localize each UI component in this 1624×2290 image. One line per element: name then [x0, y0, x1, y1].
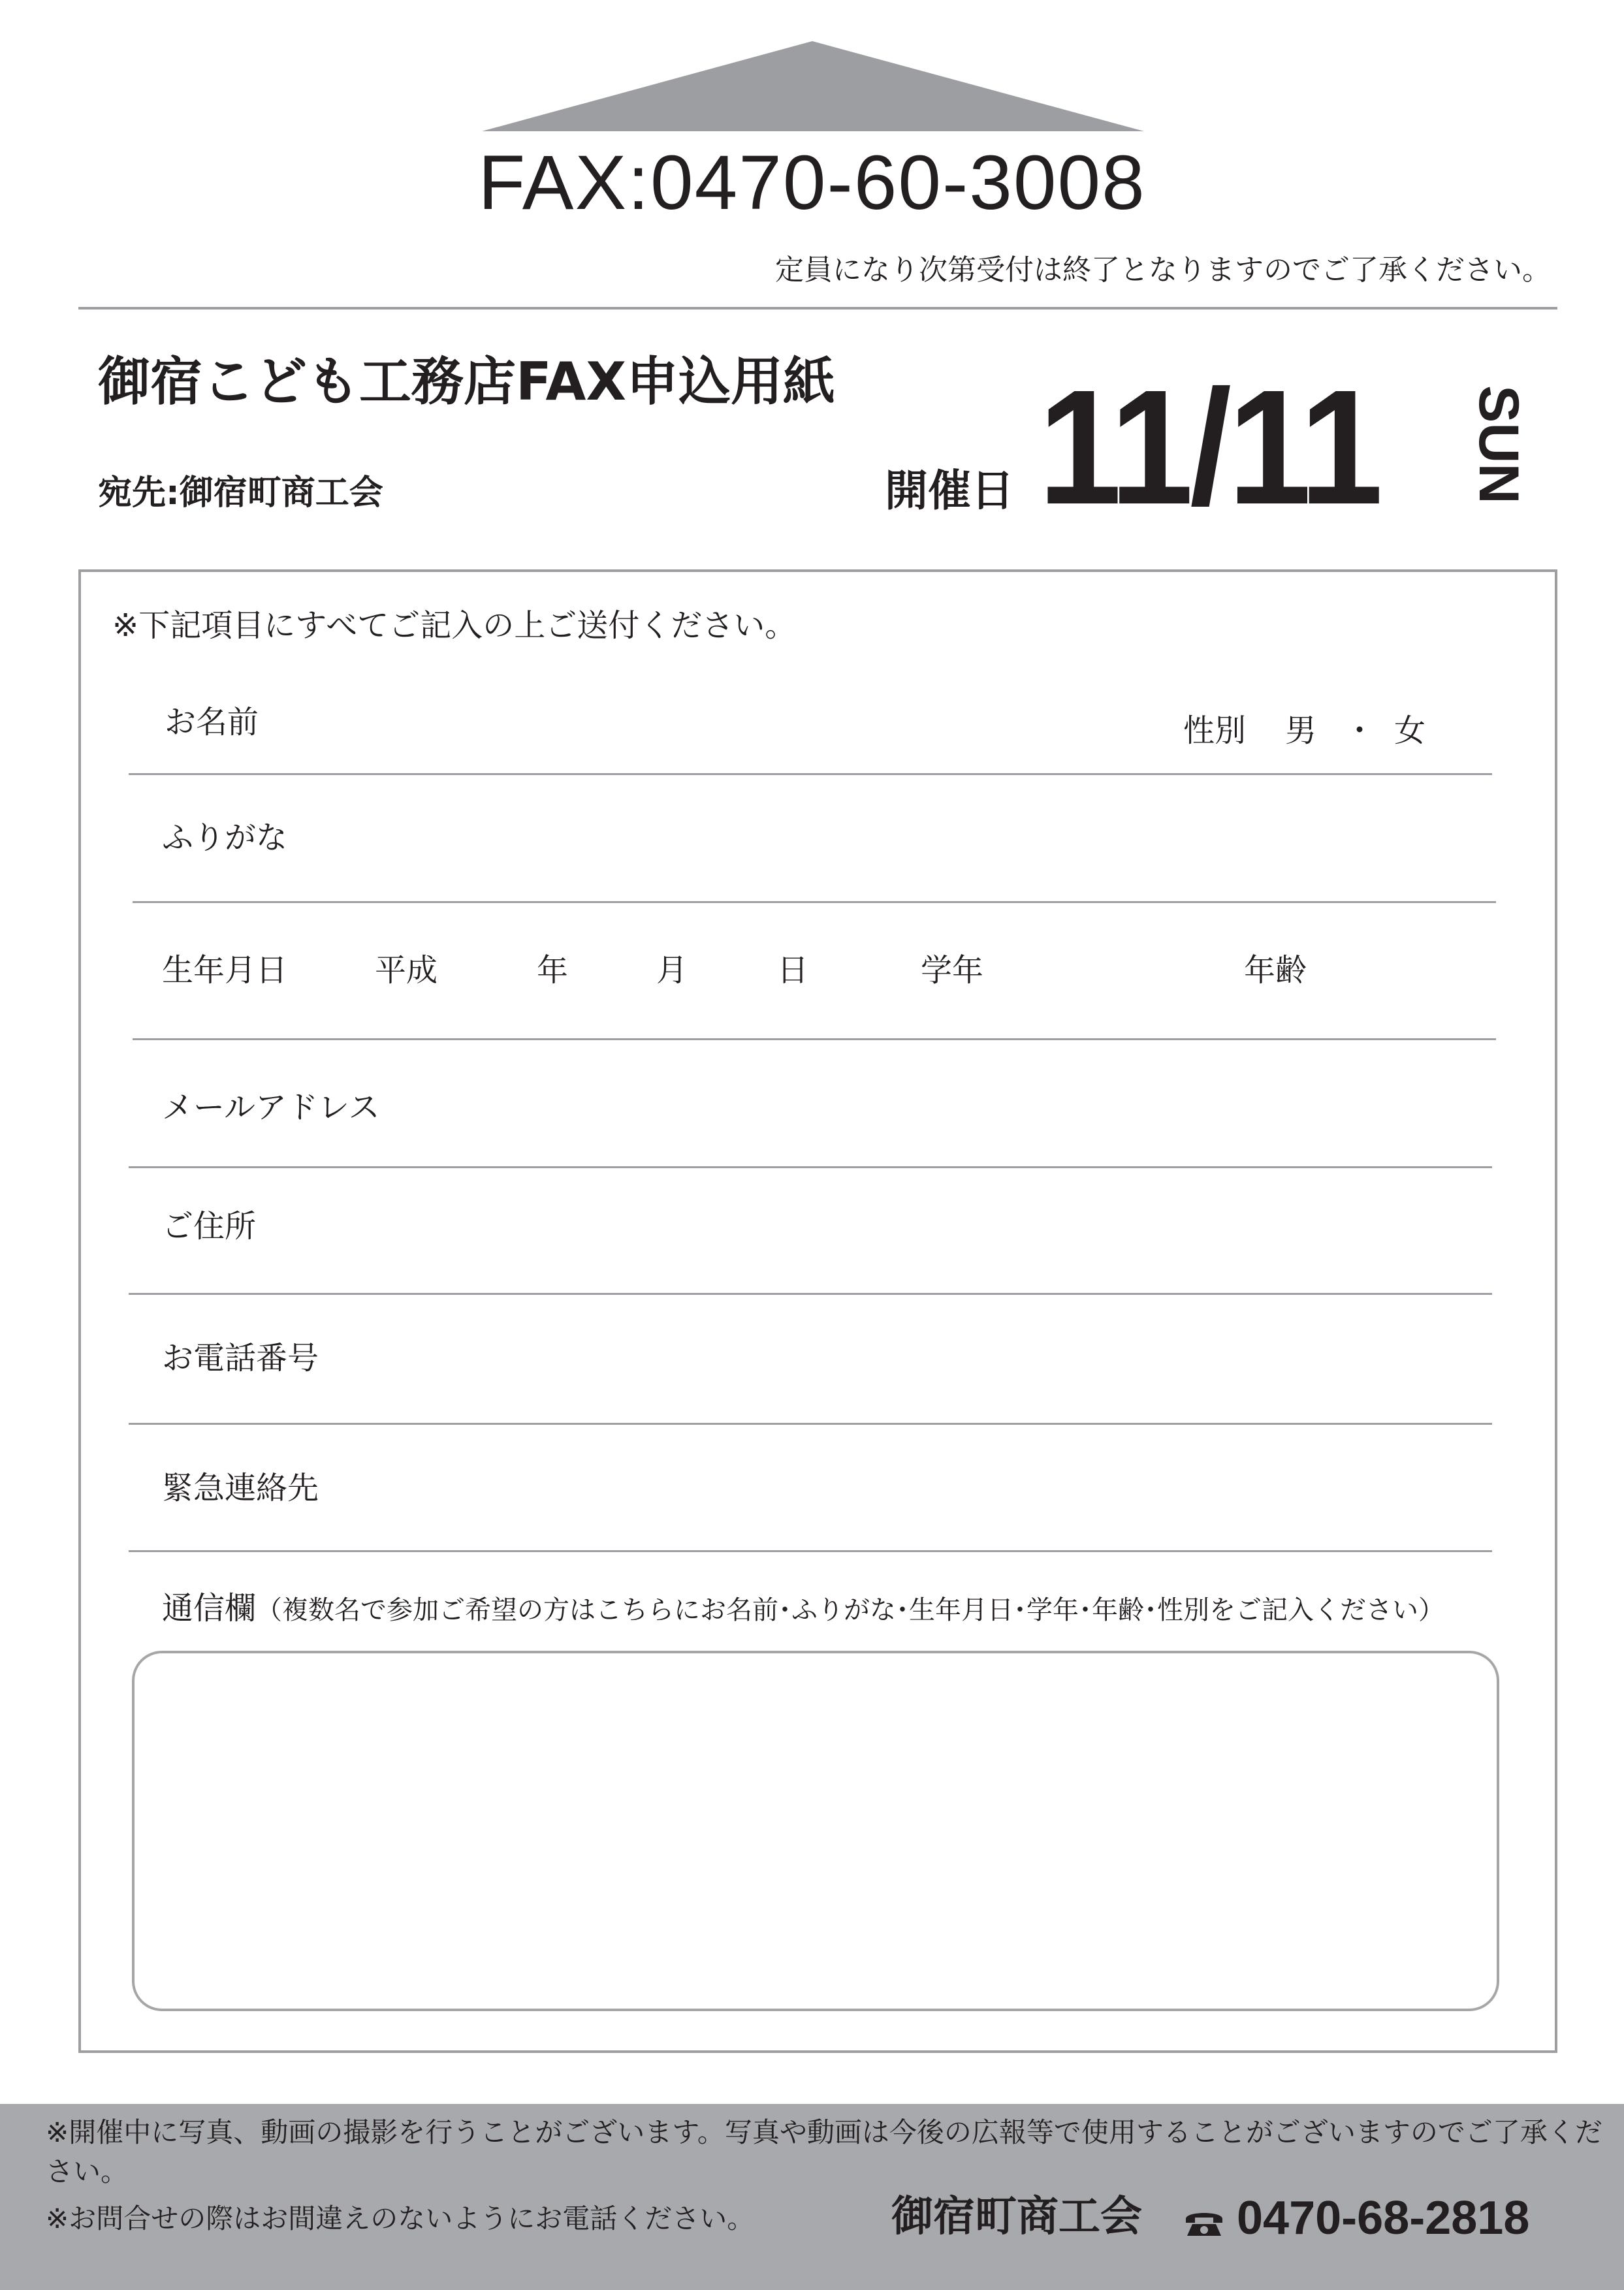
form-title: 御宿こども工務店FAX申込用紙	[98, 351, 836, 412]
birthday-field-line[interactable]	[133, 1038, 1496, 1040]
event-date: 11/11	[1038, 356, 1380, 538]
era-label: 平成	[375, 952, 438, 989]
day-label: 日	[777, 952, 809, 989]
addressee: 宛先:御宿町商工会	[98, 473, 383, 513]
inquiry-notice: ※お問合せの際はお間違えのないようにお電話ください。	[46, 2203, 755, 2234]
form-instruction: ※下記項目にすべてご記入の上ご送付ください。	[112, 607, 797, 644]
gender-separator: ・	[1344, 712, 1376, 749]
phone-group	[1183, 2189, 1529, 2251]
furigana-field-line[interactable]	[133, 901, 1496, 903]
event-date-label: 開催日	[885, 466, 1014, 516]
telephone-icon	[1183, 2192, 1225, 2251]
fax-number: FAX:0470-60-3008	[478, 140, 1146, 226]
email-label: メールアドレス	[162, 1089, 380, 1126]
photo-notice: ※開催中に写真、動画の撮影を行うことがございます。写真や動画は今後の広報等で使用することがございますのでご了承ください。	[46, 2116, 1602, 2187]
memo-label: 通信欄	[162, 1590, 257, 1627]
emergency-field-line[interactable]	[129, 1550, 1492, 1552]
gender-option-female[interactable]: 女	[1394, 712, 1426, 749]
gender-option-male[interactable]: 男	[1285, 712, 1317, 749]
birthday-label: 生年月日	[162, 952, 288, 989]
phone-label: お電話番号	[162, 1340, 319, 1376]
month-label: 月	[656, 952, 688, 989]
gender-label: 性別	[1183, 712, 1247, 749]
event-weekday: SUN	[1467, 385, 1530, 504]
name-field-line[interactable]	[129, 773, 1492, 775]
header-divider	[78, 307, 1557, 310]
year-label: 年	[537, 952, 569, 989]
organization-name: 御宿町商工会	[891, 2193, 1142, 2241]
grade-label: 学年	[921, 952, 984, 989]
email-field-line[interactable]	[129, 1166, 1492, 1168]
age-label: 年齢	[1244, 952, 1307, 989]
memo-note: （複数名で参加ご希望の方はこちらにお名前･ふりがな･生年月日･学年･年齢･性別をご記入ください）	[256, 1595, 1445, 1625]
emergency-contact-label: 緊急連絡先	[162, 1470, 319, 1506]
furigana-label: ふりがな	[162, 819, 288, 856]
name-label: お名前	[165, 704, 259, 740]
memo-label-group	[162, 1587, 1444, 1632]
memo-textarea[interactable]	[132, 1651, 1499, 2011]
address-field-line[interactable]	[129, 1293, 1492, 1295]
roof-shape	[482, 41, 1144, 131]
phone-field-line[interactable]	[129, 1423, 1492, 1425]
footer-phone-number: 0470-68-2818	[1237, 2192, 1530, 2244]
address-label: ご住所	[162, 1208, 257, 1245]
capacity-notice: 定員になり次第受付は終了となりますのでご了承ください。	[775, 253, 1551, 287]
